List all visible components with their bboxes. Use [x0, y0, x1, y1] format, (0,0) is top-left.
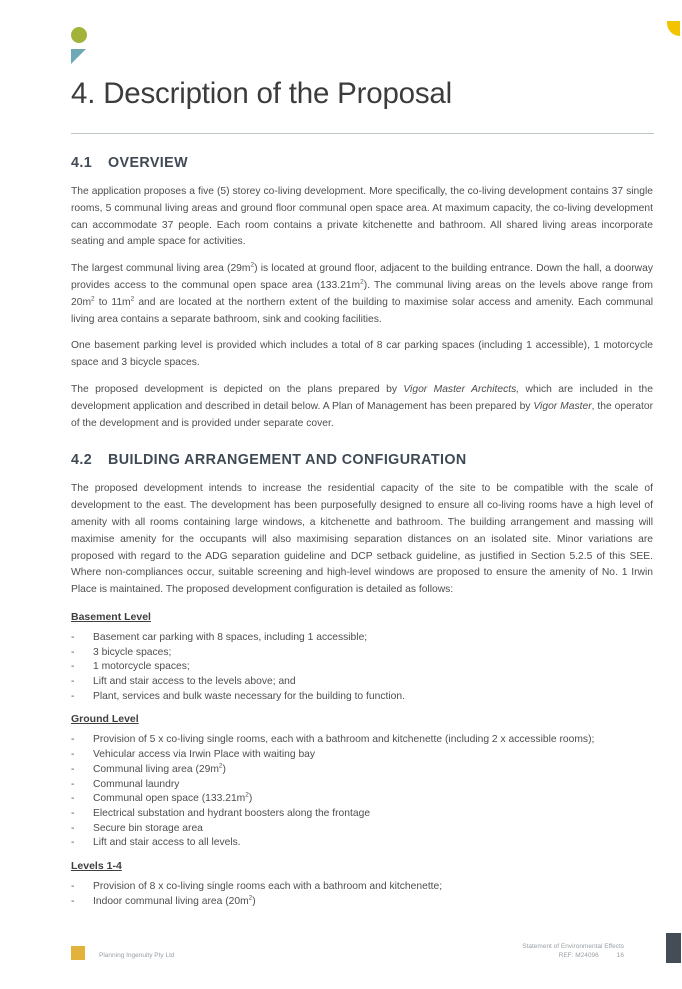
basement-list [71, 631, 653, 705]
decorative-circle-icon [71, 27, 87, 43]
section-heading-4-1 [71, 155, 653, 171]
basement-level-label: Basement Level [71, 610, 151, 623]
list-item: - 1 motorcycle spaces; [71, 660, 653, 675]
title-divider [71, 133, 654, 134]
section-number: 4.1 [71, 155, 93, 171]
list-item: - Communal laundry [71, 778, 653, 793]
page-number: 16 [616, 952, 624, 959]
list-item: - Provision of 5 x co-living single rooms, each with a bathroom and kitchenette (including 2 x accessible rooms); [71, 733, 653, 748]
footer-company: Planning Ingenuity Pty Ltd [99, 952, 175, 959]
list-item: - Electrical substation and hydrant boosters along the frontage [71, 807, 653, 822]
overview-paragraph-2: The largest communal living area $(29m^2)$ is located at ground floor, adjacent to the building entrance. Down the hall, a doorway provides access to the communal open space area $(133.21m^2)$. The communal living areas on the levels above range from $20m^2$ to $11m^2$ and are located at the northern extent of the building to maximise solar access and amenity. Each communal living area contains a separate bathroom, sink and cooking facilities. [71, 261, 654, 325]
footer-ref: REF: M24096 [558, 952, 599, 959]
architect-name: Vigor Master Architects, [403, 383, 520, 395]
list-item: - Vehicular access via Irwin Place with waiting bay [71, 748, 653, 763]
arrangement-paragraph: The proposed development intends to increase the residential capacity of the site to be compatible with the scale of development to the east. The development has been purposefully designed to ensure all co-living rooms have a high level of amenity with all rooms containing large windows, a kitchenette and bathroom. The building arrangement and massing will maximise amenity for the occupants will also maximising separation distances on an isolated site. Minor variations are proposed with regard to the ADG separation guideline and DCP setback guideline, as justified in Section 5.2.5 of this SEE. Where non-compliances occur, suitable screening and high-level windows are proposed to ensure the amenity of No. 1 Irwin Place is maintained. The proposed development configuration is detailed as follows: [71, 483, 653, 596]
decorative-triangle-icon [71, 49, 86, 64]
levels-list [71, 880, 653, 909]
list-item: - Communal living area $(29m^2)$ [71, 763, 653, 778]
ground-list [71, 733, 653, 851]
section-heading-4-2 [71, 452, 653, 468]
footer-doc-title: Statement of Environmental Effects [522, 943, 624, 950]
overview-paragraph-4: The proposed development is depicted on the plans prepared by Vigor Master Architects, which are included in the development application and described in detail below. A Plan of Management has been prepared by Vigor Master, the operator of the development and is provided under separate cover. [71, 383, 654, 429]
overview-paragraph-3: One basement parking level is provided which includes a total of 8 car parking spaces (including 1 accessible), 1 motorcycle space and 3 bicycle spaces. [71, 340, 653, 369]
footer-ref-line [522, 951, 624, 960]
list-item: - Lift and stair access to the levels above; and [71, 675, 653, 690]
overview-paragraph-1: The application proposes a five (5) storey co-living development. More specifically, the co-living development contains 37 single rooms, 5 communal living areas and ground floor communal open space area. At maximum capacity, the co-living development can accommodate 37 people. Each room contains a private kitchenette and bathroom. All shared living areas incorporate seating and ample space for activities. [71, 186, 653, 248]
levels-1-4-label: Levels 1-4 [71, 860, 122, 873]
list-item: - Provision of 8 x co-living single rooms each with a bathroom and kitchenette; [71, 880, 653, 895]
section-title: OVERVIEW [108, 155, 188, 171]
document-body [71, 155, 653, 916]
footer-doc-info [522, 942, 624, 960]
list-item: - Plant, services and bulk waste necessary for the building to function. [71, 690, 653, 705]
list-item: - Basement car parking with 8 spaces, including 1 accessible; [71, 631, 653, 646]
section-number: 4.2 [71, 452, 93, 469]
list-item: - Secure bin storage area [71, 822, 653, 837]
section-title: BUILDING ARRANGEMENT AND CONFIGURATION [108, 452, 467, 469]
list-item: - 3 bicycle spaces; [71, 646, 653, 661]
list-item: - Communal open space $(133.21m^2)$ [71, 792, 653, 807]
page-title: 4. Description of the Proposal [71, 77, 452, 110]
operator-name: Vigor Master [533, 400, 592, 412]
list-item: - Lift and stair access to all levels. [71, 836, 653, 851]
footer-logo-square-icon [71, 946, 85, 960]
footer-bar-icon [666, 933, 681, 963]
list-item: - Indoor communal living area $(20m^2)$ [71, 895, 653, 910]
corner-tab-icon [667, 21, 680, 36]
ground-level-label: Ground Level [71, 713, 139, 726]
